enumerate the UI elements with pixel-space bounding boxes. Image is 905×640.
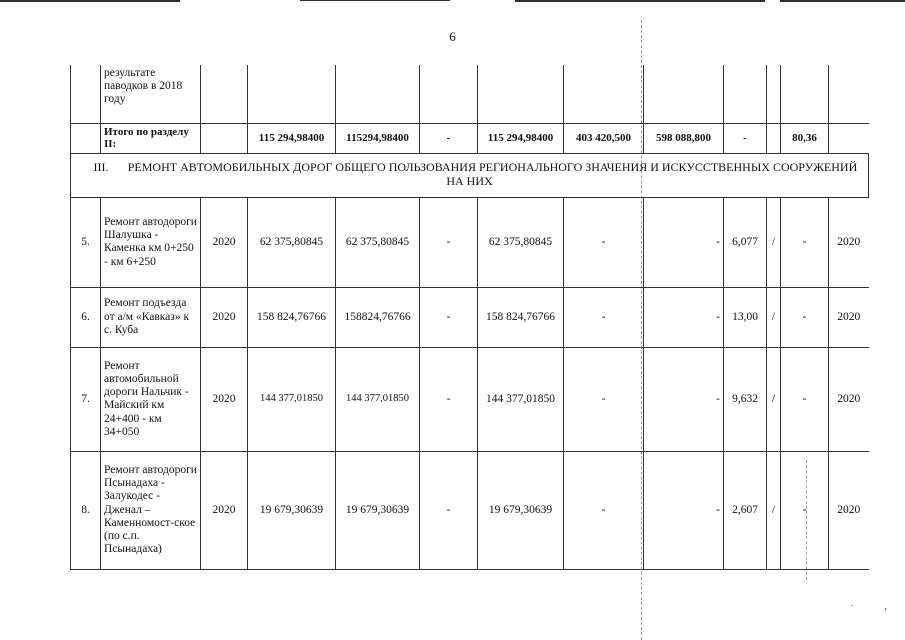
row-year: 2020 [201, 287, 248, 347]
row-budget: 19 679,30639 [478, 451, 564, 569]
row-slash: / [767, 197, 781, 287]
row-dash: - [420, 451, 478, 569]
row-total-2: 144 377,01850 [336, 347, 420, 451]
row-year: 2020 [201, 451, 248, 569]
row-slash: / [767, 347, 781, 451]
table-row [71, 197, 869, 287]
table-row [71, 287, 869, 347]
top-rule-3 [515, 0, 765, 2]
row-name: Ремонт подъезда от а/м «Кавказ» к с. Куба [101, 287, 201, 347]
total-dash: - [420, 123, 478, 153]
cell-empty [767, 123, 781, 153]
row-total: 62 375,80845 [248, 197, 336, 287]
row-year-end: 2020 [829, 451, 869, 569]
row-dash-2: - [564, 197, 644, 287]
cell-empty [420, 65, 478, 123]
page-number: 6 [449, 29, 456, 44]
row-dash: - [420, 347, 478, 451]
section-title: РЕМОНТ АВТОМОБИЛЬНЫХ ДОРОГ ОБЩЕГО ПОЛЬЗОВАНИЯ РЕГИОНАЛЬНОГО ЗНАЧЕНИЯ И ИСКУССТВЕННЫХ СООРУЖЕНИЙ НА НИХ [127, 160, 858, 189]
cell-empty [201, 123, 248, 153]
row-total-2: 62 375,80845 [336, 197, 420, 287]
row-dash-3: - [644, 287, 724, 347]
row-dash-2: - [564, 287, 644, 347]
row-number: 5. [71, 197, 101, 287]
top-rule-2 [300, 0, 450, 1]
row-name: Ремонт автодороги Псынадаха - Залукодес - Дженал – Каменномост-ское (по с.п. Псынадаха) [101, 451, 201, 569]
row-total: 158 824,76766 [248, 287, 336, 347]
cell-empty [829, 65, 869, 123]
row-total-2: 19 679,30639 [336, 451, 420, 569]
cell-empty [478, 65, 564, 123]
row-mark: - [781, 347, 829, 451]
row-name: Ремонт автомобильной дороги Нальчик - Майский км 24+400 - км 34+050 [101, 347, 201, 451]
top-rule-1 [0, 0, 180, 2]
row-mark: - [781, 287, 829, 347]
total-km: 80,36 [781, 123, 829, 153]
cell-empty [724, 65, 767, 123]
row-total: 19 679,30639 [248, 451, 336, 569]
row-slash: / [767, 451, 781, 569]
row-km: 13,00 [724, 287, 767, 347]
total-budget: 115 294,98400 [478, 123, 564, 153]
row-year: 2020 [201, 197, 248, 287]
total-sum-2: 115294,98400 [336, 123, 420, 153]
cell-empty [644, 65, 724, 123]
row-dash-3: - [644, 451, 724, 569]
budget-table [70, 65, 869, 570]
row-dash-3: - [644, 347, 724, 451]
row-dash: - [420, 287, 478, 347]
row-budget: 62 375,80845 [478, 197, 564, 287]
section-heading [71, 153, 869, 197]
total-v1: 403 420,500 [564, 123, 644, 153]
total-sum: 115 294,98400 [248, 123, 336, 153]
row-dash-2: - [564, 347, 644, 451]
row-km: 2,607 [724, 451, 767, 569]
row-dash: - [420, 197, 478, 287]
total-label: Итого по разделу II: [101, 123, 201, 153]
top-rule-4 [780, 0, 905, 2]
row-total-2: 158824,76766 [336, 287, 420, 347]
row-budget: 158 824,76766 [478, 287, 564, 347]
total-dash-2: - [724, 123, 767, 153]
section-number: III. [93, 160, 109, 175]
cell-empty [336, 65, 420, 123]
row-total: 144 377,01850 [248, 347, 336, 451]
row-km: 9,632 [724, 347, 767, 451]
cell-empty [829, 123, 869, 153]
row-name: Ремонт автодороги Шалушка - Каменка км 0+250 - км 6+250 [101, 197, 201, 287]
row-dash-3: - [644, 197, 724, 287]
cell-empty [201, 65, 248, 123]
table-row-total [71, 123, 869, 153]
cell-empty [781, 65, 829, 123]
row-number: 8. [71, 451, 101, 569]
total-v2: 598 088,800 [644, 123, 724, 153]
cell-empty [248, 65, 336, 123]
cell-empty [767, 65, 781, 123]
row-year-end: 2020 [829, 287, 869, 347]
table-row [71, 451, 869, 569]
scan-marks: · , [850, 600, 902, 612]
row-year-end: 2020 [829, 347, 869, 451]
row-number: 6. [71, 287, 101, 347]
row-budget: 144 377,01850 [478, 347, 564, 451]
row-slash: / [767, 287, 781, 347]
row-dash-2: - [564, 451, 644, 569]
cell-name: результате паводков в 2018 году [101, 65, 201, 123]
cell-num [71, 123, 101, 153]
cell-num [71, 65, 101, 123]
row-year-end: 2020 [829, 197, 869, 287]
section-heading-row [71, 153, 869, 197]
row-mark: - [781, 197, 829, 287]
cell-empty [564, 65, 644, 123]
table-row [71, 347, 869, 451]
row-year: 2020 [201, 347, 248, 451]
row-km: 6,077 [724, 197, 767, 287]
row-number: 7. [71, 347, 101, 451]
row-mark: - [781, 451, 829, 569]
table-row-continuation [71, 65, 869, 123]
